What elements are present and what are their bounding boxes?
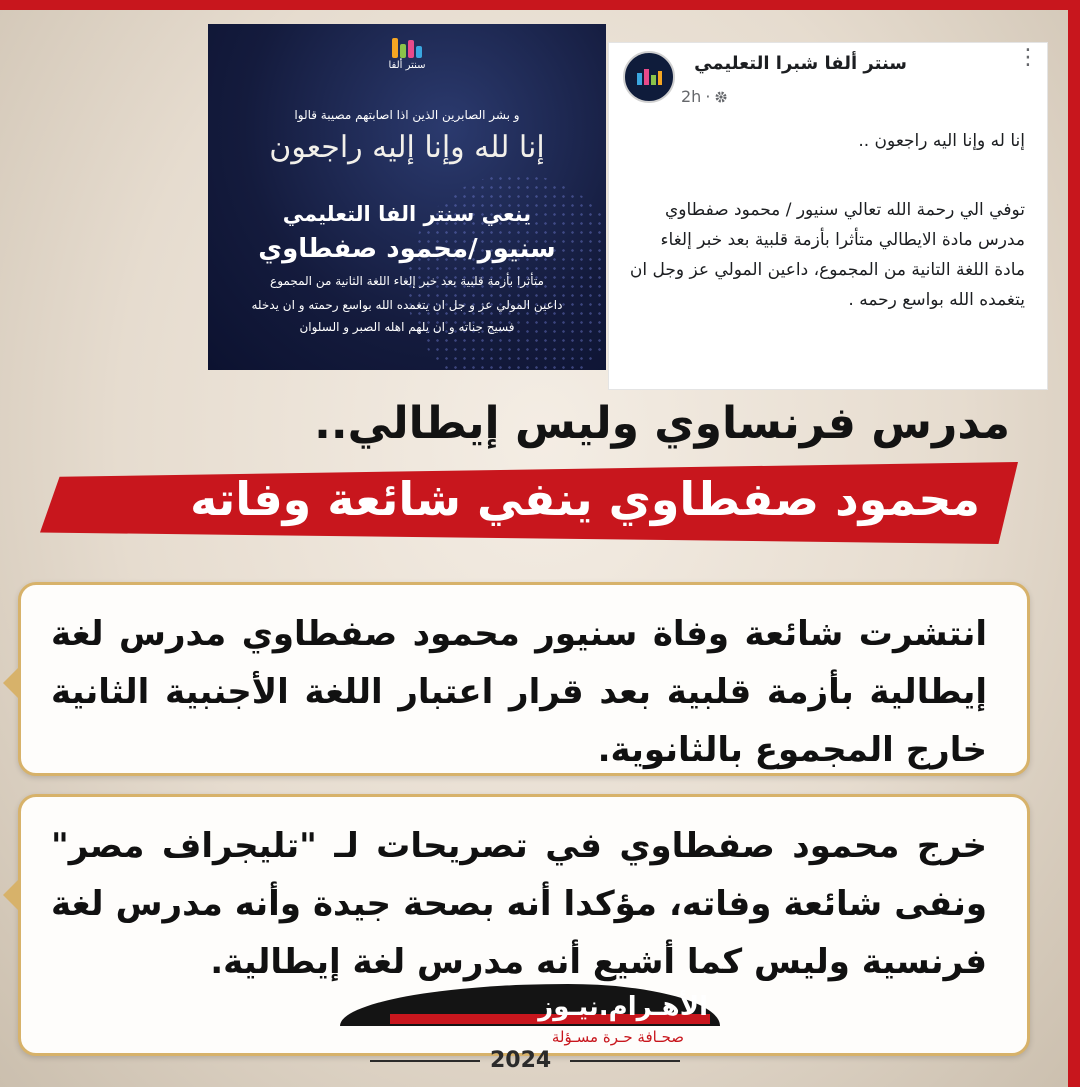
box-arrow [3, 665, 21, 701]
facebook-post [608, 42, 1048, 390]
paragraph-2: خرج محمود صفطاوي في تصريحات لـ "تليجراف مصر" ونفى شائعة وفاته، مؤكدا أنه بصحة جيدة وأنه مدرس لغة فرنسية وليس كما أشيع أنه مدرس لغة إيطالية. [51, 826, 987, 982]
logo-text: سنتر ألفا [388, 60, 426, 71]
verse-intro: و بشر الصابرين الذين اذا اصابتهم مصيبة قالوا [294, 108, 520, 122]
year-rule-left [370, 1060, 480, 1062]
top-red-border [0, 0, 1080, 10]
post-meta [681, 87, 728, 106]
gear-icon [714, 90, 728, 104]
page-name[interactable]: سنتر ألفا شبرا التعليمي [694, 53, 907, 74]
ahram-news-watermark [330, 978, 720, 1078]
box-arrow [3, 877, 21, 913]
right-red-border [1068, 0, 1080, 1087]
watermark-year: 2024 [490, 1048, 552, 1073]
year-rule-right [570, 1060, 680, 1062]
post-body: توفي الي رحمة الله تعالي سنيور / محمود صفطاوي مدرس مادة الايطالي متأثرا بأزمة قلبية بعد خبر إلغاء مادة اللغة التانية من المجموع، داعين المولي عز وجل ان يتغمده الله بواسع رحمه . [629, 200, 1025, 310]
obituary-line-3: فسيح جناته و ان يلهم اهله الصبر و السلوان [299, 320, 515, 334]
calligraphy-verse: إنا لله وإنا إليه راجعون [269, 130, 545, 165]
headline-primary: مدرس فرنساوي وليس إيطالي.. [314, 398, 1010, 449]
dot-separator: · [705, 87, 711, 106]
obituary-announcer: ينعي سنتر الفا التعليمي [282, 202, 532, 226]
paragraph-box-1 [18, 582, 1030, 776]
paragraph-1: انتشرت شائعة وفاة سنيور محمود صفطاوي مدرس لغة إيطالية بأزمة قلبية بعد قرار اعتبار اللغة الأجنبية الثانية خارج المجموع بالثانوية. [51, 614, 987, 770]
obituary-line-1: متأثرا بأزمة قلبية بعد خبر إلغاء اللغة الثانية من المجموع [270, 274, 544, 288]
watermark-brand: الأهـرام.نيـوز [538, 992, 708, 1022]
watermark-tagline: صحـافة حـرة مسـؤلة [551, 1028, 684, 1046]
center-alpha-logo [388, 38, 426, 78]
obituary-image [208, 24, 606, 370]
headline-secondary: محمود صفطاوي ينفي شائعة وفاته [190, 472, 980, 526]
post-first-line: إنا له وإنا اليه راجعون .. [858, 131, 1025, 151]
avatar-logo-icon [634, 67, 664, 87]
page-avatar[interactable] [623, 51, 675, 103]
more-options-icon[interactable]: ⋮ [1017, 45, 1039, 70]
obituary-name: سنيور/محمود صفطاوي [258, 234, 556, 264]
post-time[interactable]: 2h [681, 87, 702, 106]
obituary-line-2: داعين المولي عز و جل ان يتغمده الله بواسع رحمته و ان يدخله [251, 298, 563, 312]
